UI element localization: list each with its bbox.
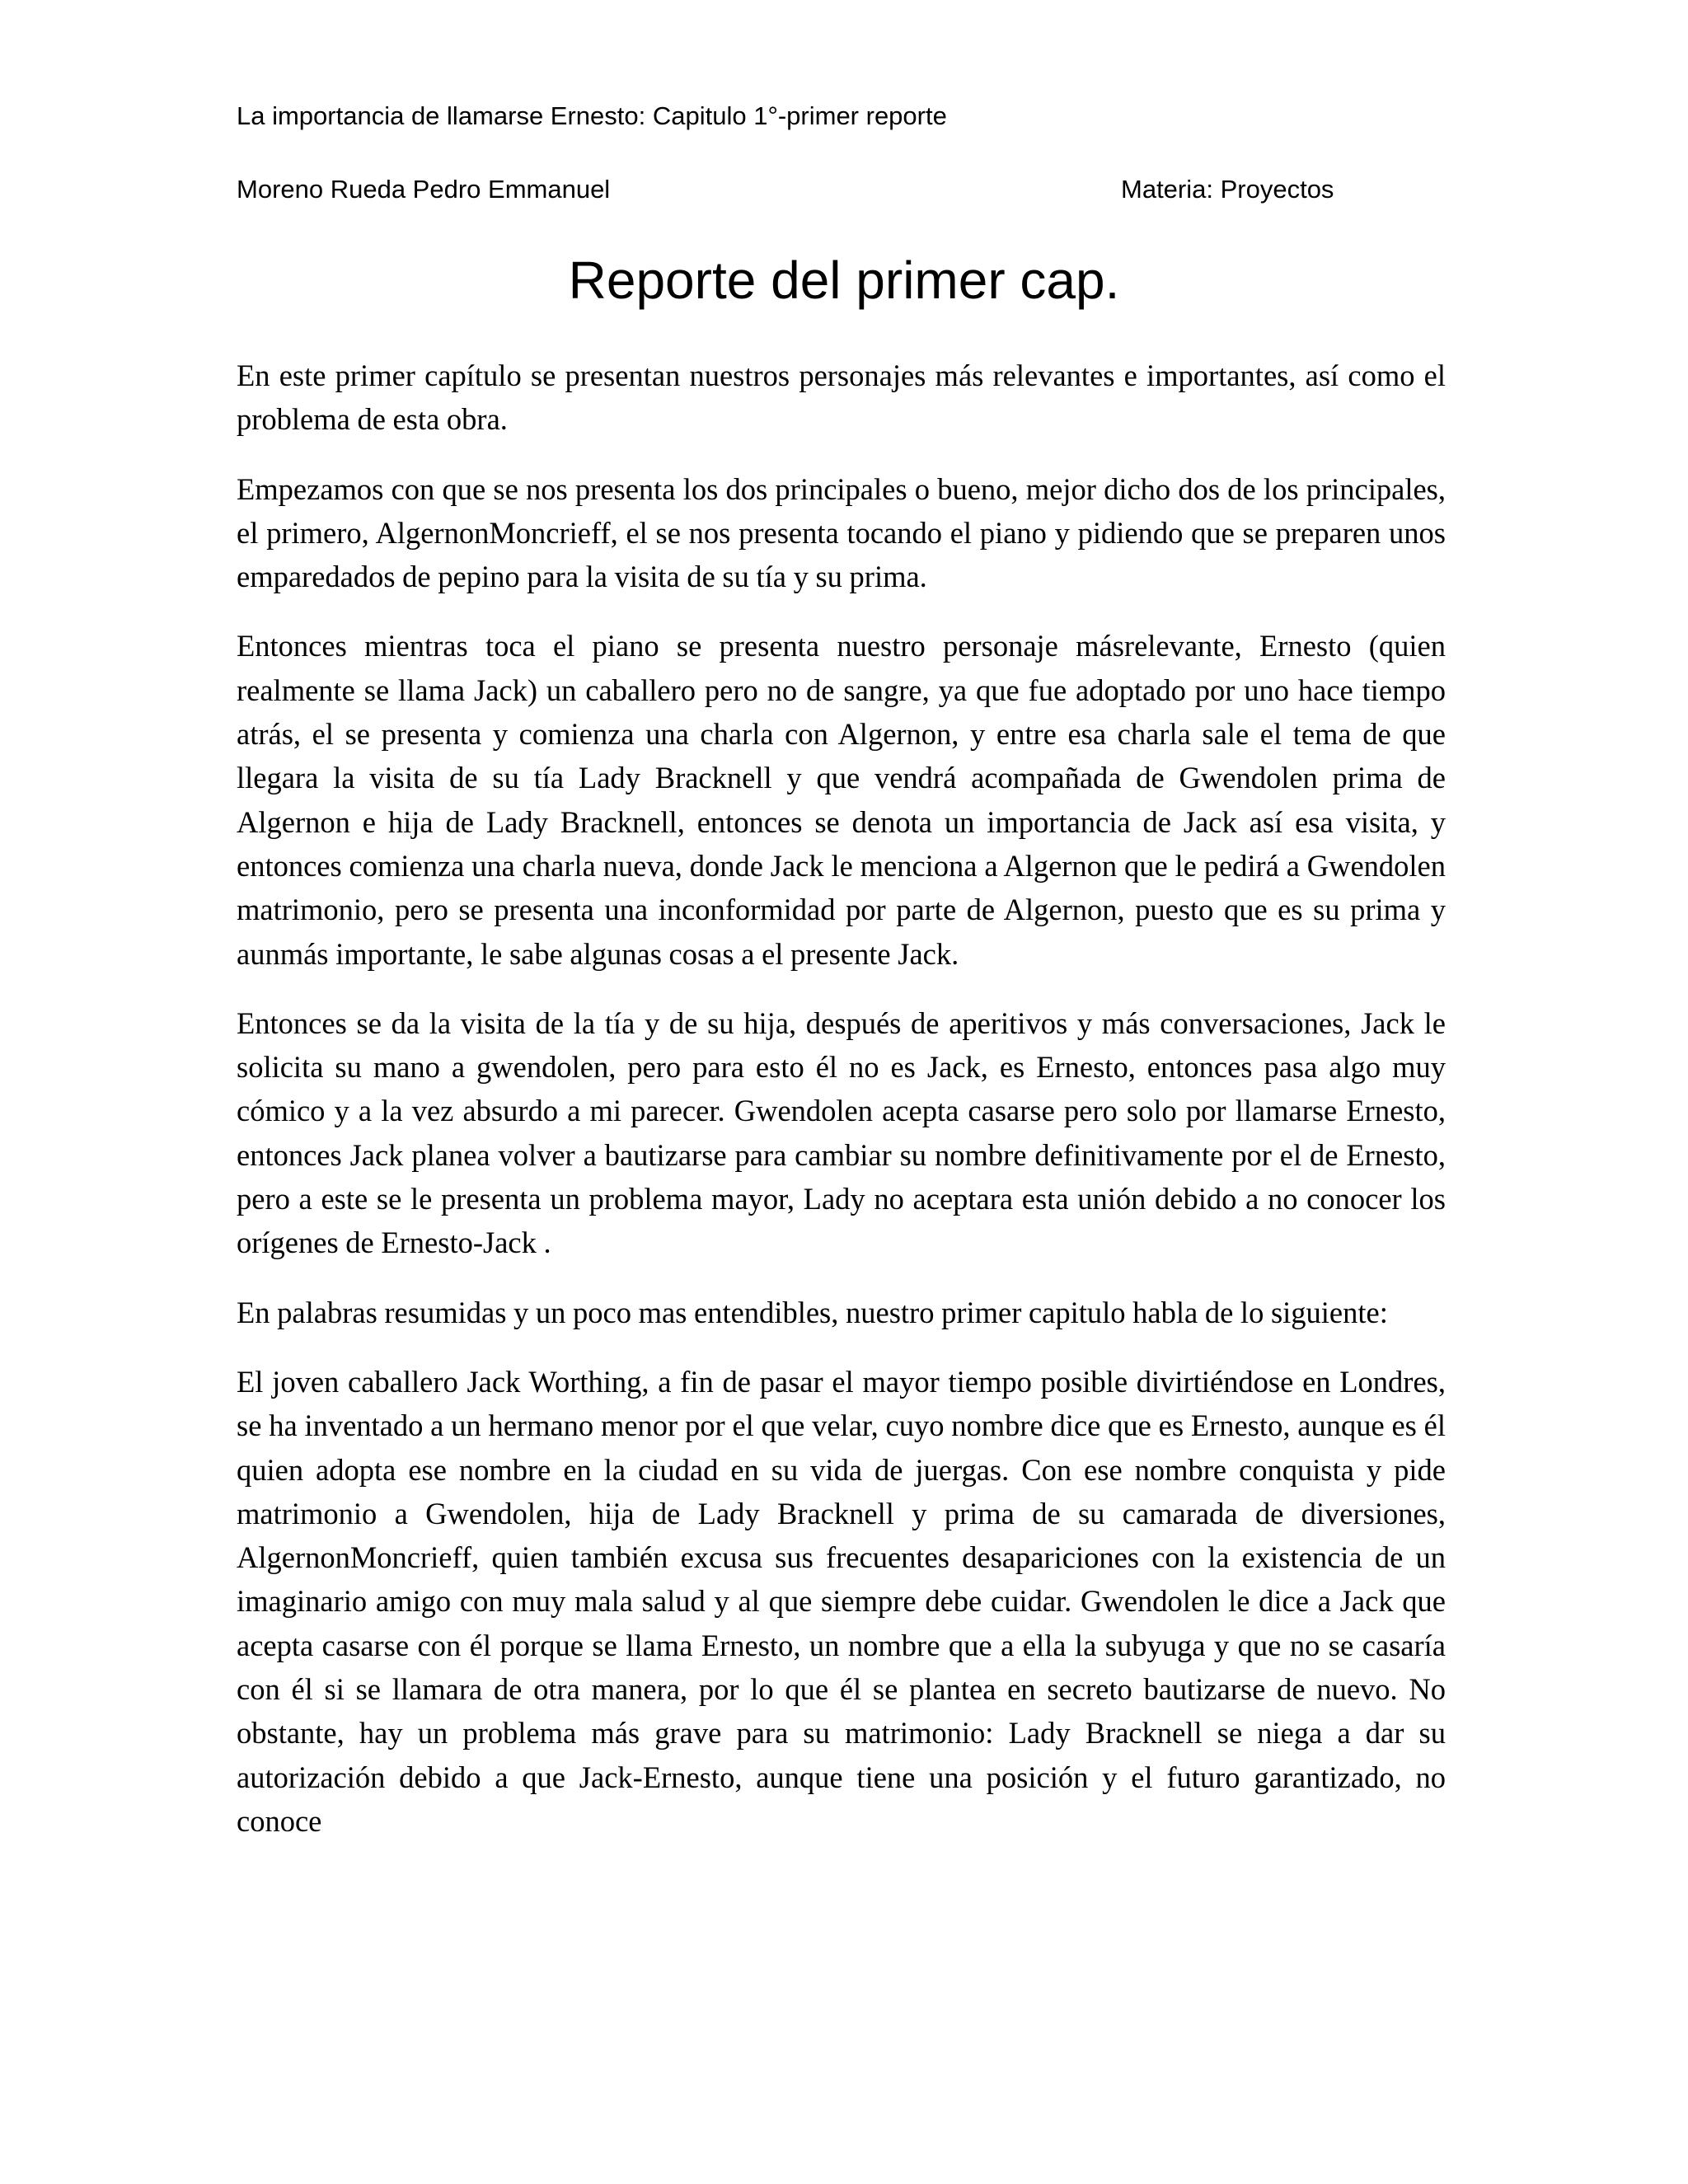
author-name: Moreno Rueda Pedro Emmanuel: [237, 175, 611, 204]
report-body: [237, 354, 1446, 1843]
paragraph-algernon: Empezamos con que se nos presenta los dos principales o bueno, mejor dicho dos de los principales, el primero, AlgernonMoncrieff, el se nos presenta tocando el piano y pidiendo que se preparen unos emparedados de pepino para la visita de su tía y su prima.: [237, 471, 1446, 594]
paragraph-summary: El joven caballero Jack Worthing, a fin de pasar el mayor tiempo posible divirtiéndose en Londres, se ha inventado a un hermano menor por el que velar, cuyo nombre dice que es Ernesto, aunque es él quien adopta ese nombre en la ciudad en su vida de juergas. Con ese nombre conquista y pide matrimonio a Gwendolen, hija de Lady Bracknell y prima de su camarada de diversiones, AlgernonMoncrieff, quien también excusa sus frecuentes desapariciones con la existencia de un imaginario amigo con muy mala salud y al que siempre debe cuidar. Gwendolen le dice a Jack que acepta casarse con él porque se llama Ernesto, un nombre que a ella la subyuga y que no se casaría con él si se llamara de otra manera, por lo que él se plantea en secreto bautizarse de nuevo. No obstante, hay un problema más grave para su matrimonio: Lady Bracknell se niega a dar su autorización debido a que Jack-Ernesto, aunque tiene una posición y el futuro garantizado, no conoce: [237, 1364, 1446, 1838]
report-header-title: La importancia de llamarse Ernesto: Capitulo 1°-primer reporte: [237, 101, 947, 130]
subject-label: Materia: Proyectos: [1121, 175, 1334, 204]
paragraph-intro: En este primer capítulo se presentan nuestros personajes más relevantes e importantes, así como el problema de esta obra.: [237, 359, 1446, 437]
paragraph-visit: Entonces se da la visita de la tía y de su hija, después de aperitivos y más conversaciones, Jack le solicita su mano a gwendolen, pero para esto él no es Jack, es Ernesto, entonces pasa algo muy cómico y a la vez absurdo a mi parecer. Gwendolen acepta casarse pero solo por llamarse Ernesto, entonces Jack planea volver a bautizarse para cambiar su nombre definitivamente por el de Ernesto, pero a este se le presenta un problema mayor, Lady no aceptara esta unión debido a no conocer los orígenes de Ernesto-Jack .: [237, 1005, 1446, 1260]
page-title: Reporte del primer cap.: [568, 251, 1120, 310]
paragraph-summary-intro: En palabras resumidas y un poco mas entendibles, nuestro primer capitulo habla de lo siguiente:: [237, 1295, 1388, 1329]
paragraph-ernesto: Entonces mientras toca el piano se presenta nuestro personaje másrelevante, Ernesto (quien realmente se llama Jack) un caballero pero no de sangre, ya que fue adoptado por uno hace tiempo atrás, el se presenta y comienza una charla con Algernon, y entre esa charla sale el tema de que llegara la visita de su tía Lady Bracknell y que vendrá acompañada de Gwendolen prima de Algernon e hija de Lady Bracknell, entonces se denota un importancia de Jack así esa visita, y entonces comienza una charla nueva, donde Jack le menciona a Algernon que le pedirá a Gwendolen matrimonio, pero se presenta una inconformidad por parte de Algernon, puesto que es su prima y aunmás importante, le sabe algunas cosas a el presente Jack.: [237, 629, 1446, 971]
